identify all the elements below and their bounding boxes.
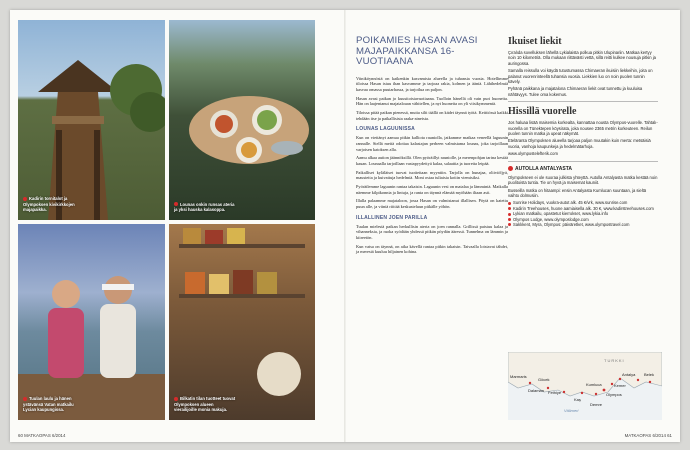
bullet-dot <box>508 202 511 205</box>
couple-illustration <box>18 224 165 420</box>
map-city-label: Kemer <box>614 383 626 388</box>
list-item: Saklıkent, Myra, Olympos: päiväretket, www.olympostravel.com <box>508 222 658 227</box>
article-paragraph: Hasan avasi paikan jo kuusitoistavuotiaana. Tuolloin hänellä oli vain puri huoneita. Hän on laajentanut majataloaan vähitellen, ja nyt huoneita on yli viisikymmentä. <box>356 95 508 107</box>
caption-treehouse: Kadirin tornitalot ja Olympoksen kivikirkkojen majapaikka. <box>23 196 75 212</box>
list-item: Olympos Lodge, www.olymposlodge.com <box>508 217 658 222</box>
divider <box>508 161 658 162</box>
map-country-label: TURKKI <box>604 358 625 363</box>
map-city-label: Antalya <box>622 372 636 377</box>
sidebar-paragraph: Busseilla matka on hitaampi: ensin Antalyasta Kumlucan suuntaan, ja sieltä vaihto dolmusiin. <box>508 187 647 198</box>
page-footer-left: 60 MATKAOPAS 6/2014 <box>18 433 66 438</box>
bullet-dot <box>508 166 513 171</box>
article-subheading: ILLALLINEN JOEN PARILLA <box>356 214 428 221</box>
map-city-label: Marmaris <box>510 374 527 379</box>
photo-lunch-table <box>169 20 315 220</box>
map-city-label: Dalaman <box>528 388 545 393</box>
list-item: Kadirin Treehouses, huone aamiaisella alk. 30 €, www.kadirstreehouses.com <box>508 206 658 211</box>
sidebar-link[interactable]: www.olympostelefterik.com <box>508 151 558 157</box>
article-headline: POIKAMIES HASAN AVASI MAJAPAIKKANSA 16-VUOTIAANA <box>356 35 478 68</box>
article-paragraph: Tiloissa pitää paikan pienessä, mutta silti täällä on kädet täynnä työtä. Keittiössä kaikki tehdään itse ja paikallisista raaka-aineista. <box>356 110 508 121</box>
divider <box>508 101 658 102</box>
bullet-dot <box>508 218 511 221</box>
bullet-dot <box>508 223 511 226</box>
article-paragraph: Pyöräilemme laguunin rantaa takaisin. Laguunin vesi on matalaa ja lämmintä. Matkalla näemme kilpikonnia ja lintuja, ja ranta on täynnä elämää myöhään iltaan asti. <box>356 183 508 195</box>
map-city-label: Belek <box>644 372 655 377</box>
magazine-spread <box>10 10 680 442</box>
map-city-label: Olympos <box>606 392 622 397</box>
region-map <box>508 352 662 420</box>
photo-treehouse <box>18 20 165 220</box>
jars-illustration <box>169 224 315 420</box>
sidebar-subheading: AUTOLLA ANTALYASTA <box>508 166 658 172</box>
article-paragraph: Aamu alkaa aution jäännöksillä. Olen pyöräillyt rauniolle, ja merenpohjan tarina kestää kauan. Lounaalla tarjoillaan vastapyydettyä kalaa, salaattia ja tuoretta leipää. <box>356 155 508 166</box>
article-paragraph: Tuulan mielestä paikan herkullisin ateria on joen rannalla. Grillissä paistuu kalaa ja vihanneksia, ja ruoka syödään yhdessä pitkän pöydän ääressä. Tunnelma on lämmin ja kiireetön. <box>356 223 508 240</box>
sidebar-paragraph: Olympokseen ei ole suoraa julkista yhteyttä. Autolla Antalyasta matka kestää noin puolitoista tuntia. Tie on hyvä ja maisemat kauniit. <box>508 174 658 186</box>
map-sea-label: Välimeri <box>564 408 579 413</box>
article-paragraph: Kun on viettänyt aamua pitkin kalliota rauniolla, jatkamme matkaa veneellä laguunin rannalle. Siellä meitä odottaa kalastajan perheen valmistama lounas, joka tarjoillaan varjoisen katoksen alla. <box>356 135 508 152</box>
caption-lunch: Lounas onkin runsas ateria ja yksi hauska kalasoppa. <box>174 201 235 212</box>
article-paragraph: Illalla palaamme majataloon, jossa Hasan on valmistanut illallisen. Pöytä on katettu puun alle, ja viiniä riittää keskusteluun pitkälle yöhön. <box>356 198 508 209</box>
bullet-dot <box>508 213 511 216</box>
article-subheading: LOUNAS LAGUUNISSA <box>356 126 415 133</box>
photo-farm-products <box>169 224 315 420</box>
sidebar-paragraph: Eteläranta Olympoksen alueella tarjoaa paljon muutakin kuin merta: metsäisiä vuoria, vanhoja kaupunkeja ja hedelmätarhoja. <box>508 138 651 149</box>
list-item: Lykian matkailu, opastetut kierrokset, www.lykia.info <box>508 211 658 216</box>
map-city-label: Kaş <box>574 397 581 402</box>
map-city-label: Demre <box>590 402 603 407</box>
sidebar-title: Hissillä vuorelle <box>508 106 577 118</box>
map-city-label: Kumluca <box>586 382 602 387</box>
photo-couple-boat <box>18 224 165 420</box>
caption-couple: Tuulan laulu ja hänen ystävänsä Vatan matkailu Lycian kaupungissa. <box>23 396 74 412</box>
page-gutter <box>344 10 346 442</box>
article-paragraph: Viiniköynnöstä on kaikenkin kasvamista alueella ja tuhansia vuosia. Hotellimme tiloissa Hasan istuu ihan kasvamme ja tarjoaa rakia, kolmen ja ääniä. Lähihedelmiä kasvaa omassa puutarhassa, ja tarjoilua on paljon. <box>356 75 508 93</box>
sidebar-paragraph: Jos haluaa lisää maisemia korkealta, kannattaa nousta Olympos-vuorelle. Tahtalı-vuorella on Tünektepen köysirata, joka nousee 2365 metrin korkeuteen. Reilun puolen tunnin matka ja upeat näkymät. <box>508 120 658 137</box>
caption-products: Bilkatin tilan tuotteet tuovat Olympoksen alueen vierailijoille monia makuja. <box>174 396 236 412</box>
bullet-dot <box>508 207 511 210</box>
sidebar-paragraph: Çıralıda sovelluksen lähellä Lykialaista polkua pitkin Ulupinariin. Matkaa kertyy noin 10 kilometriä. Olla mukaan riittävästi vettä, sillä reitti kulkee nousuja pitkin ja auringossa. <box>508 50 656 66</box>
page-footer-right: MATKAOPAS 6/2014 61 <box>624 433 672 438</box>
sidebar-title: Ikuiset liekit <box>508 36 562 47</box>
coastline-shape <box>508 352 662 420</box>
map-city-label: Fethiye <box>548 390 562 395</box>
info-sidebar <box>508 36 658 227</box>
list-item: Sunrise Holidays, vuokra-autot alk. 45 €/vrk, www.sunrise.com <box>508 200 658 205</box>
treehouse-illustration <box>18 20 165 220</box>
article-paragraph: Kun vatsa on täynnä, on aika kävellä rantaa pitkin takaisin. Taivaalla loistavat tähdet, ja merestä kuuluu hiljainen kohina. <box>356 243 508 255</box>
article-column <box>356 36 508 258</box>
food-illustration <box>169 20 315 220</box>
sidebar-paragraph: Pyhänä paikkana ja majatalona Chimaeran liekit ovat tunnettu ja kuuluisa nähtävyys. Tulee oma kokemus. <box>508 86 643 97</box>
sidebar-paragraph: Samalla reissulla voi käydä tutustumassa Chimaeran ikuisiin liekkeihin, joita on palanut vuorenrinteellä tuhansia vuosia. Liekkien luo on noin puolen tunnin kävely. <box>508 68 653 85</box>
article-paragraph: Paikalliset kyläläiset tuovat tuotteitaan myyntiin. Tarjolla on hunajaa, oliiviöljyä, mausteita ja kuivattuja hedelmiä. Moni ostaa tuliaisia kotiin viemisiksi. <box>356 169 508 181</box>
map-city-label: Göcek <box>538 377 550 382</box>
